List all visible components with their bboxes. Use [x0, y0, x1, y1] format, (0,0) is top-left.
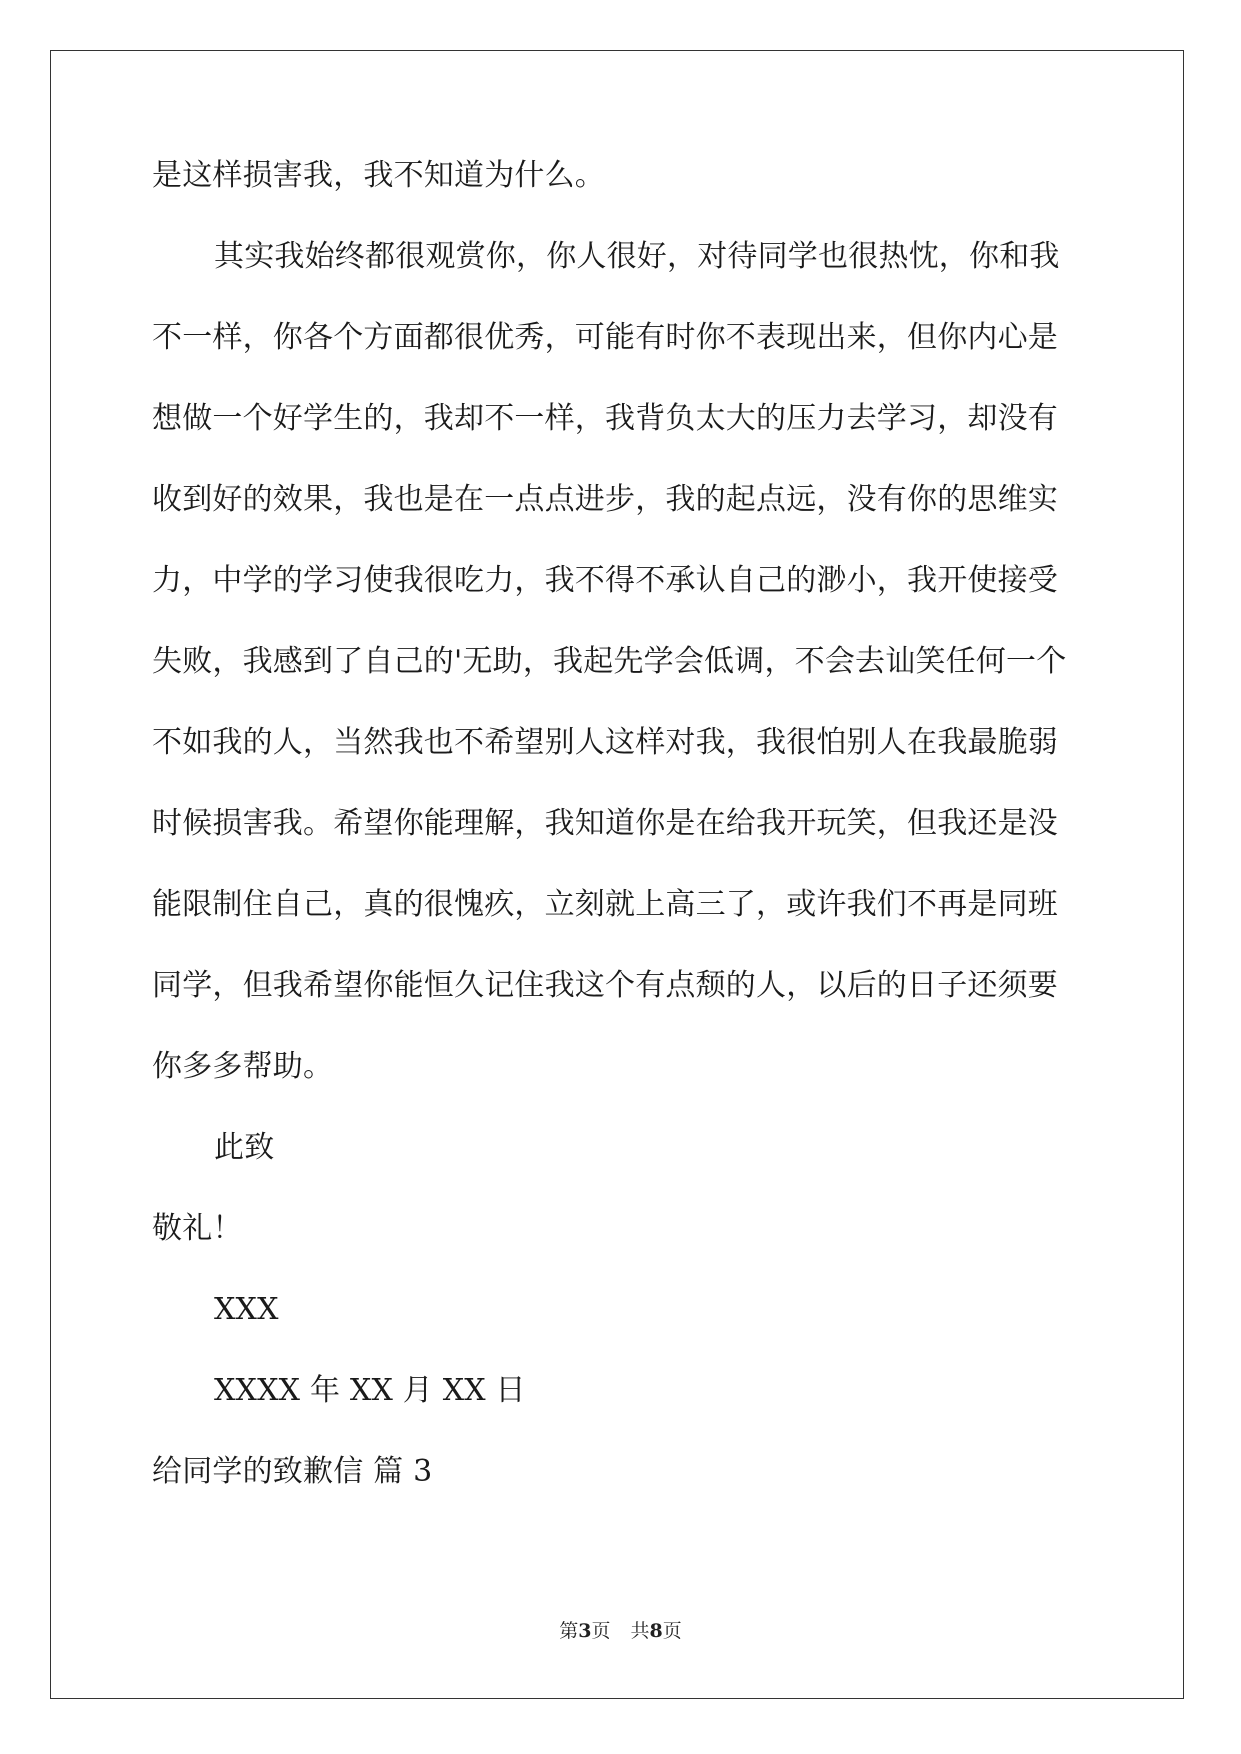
text-line-10: 能限制住自己，真的很愧疚，立刻就上高三了，或许我们不再是同班 [152, 887, 1058, 922]
text-line-5: 收到好的效果，我也是在一点点进步，我的起点远，没有你的思维实 [152, 482, 1058, 517]
text-line-7: 失败，我感到了自己的'无助，我起先学会低调，不会去讪笑任何一个 [152, 644, 1067, 679]
next-section-title: 给同学的致歉信 篇 3 [152, 1454, 433, 1489]
text-line-1: 是这样损害我，我不知道为什么。 [152, 158, 605, 193]
page-total [631, 1620, 682, 1642]
page-prefix: 第 [559, 1620, 579, 1642]
page-total-number: 8 [649, 1620, 663, 1642]
closing-line: 此致 [214, 1130, 275, 1165]
signature-line: XXX [214, 1292, 279, 1327]
date-line: XXXX 年 XX 月 XX 日 [214, 1373, 526, 1408]
page-suffix: 页 [591, 1620, 611, 1642]
total-prefix: 共 [630, 1620, 650, 1642]
text-line-8: 不如我的人，当然我也不希望别人这样对我，我很怕别人在我最脆弱 [152, 725, 1058, 760]
total-suffix: 页 [662, 1620, 682, 1642]
text-line-12: 你多多帮助。 [152, 1049, 334, 1084]
text-line-2: 其实我始终都很观赏你，你人很好，对待同学也很热忱，你和我 [214, 239, 1060, 274]
page-current: 3 [578, 1620, 592, 1642]
text-line-6: 力，中学的学习使我很吃力，我不得不承认自己的渺小，我开使接受 [152, 563, 1058, 598]
letter-body [152, 158, 1082, 1535]
text-line-4: 想做一个好学生的，我却不一样，我背负太大的压力去学习，却没有 [152, 401, 1058, 436]
text-line-11: 同学，但我希望你能恒久记住我这个有点颓的人，以后的日子还须要 [152, 968, 1058, 1003]
page-number [559, 1620, 610, 1642]
text-line-9: 时候损害我。希望你能理解，我知道你是在给我开玩笑，但我还是没 [152, 806, 1058, 841]
page-footer [0, 1620, 1241, 1642]
text-line-3: 不一样，你各个方面都很优秀，可能有时你不表现出来，但你内心是 [152, 320, 1058, 355]
salute-line: 敬礼！ [152, 1211, 243, 1246]
